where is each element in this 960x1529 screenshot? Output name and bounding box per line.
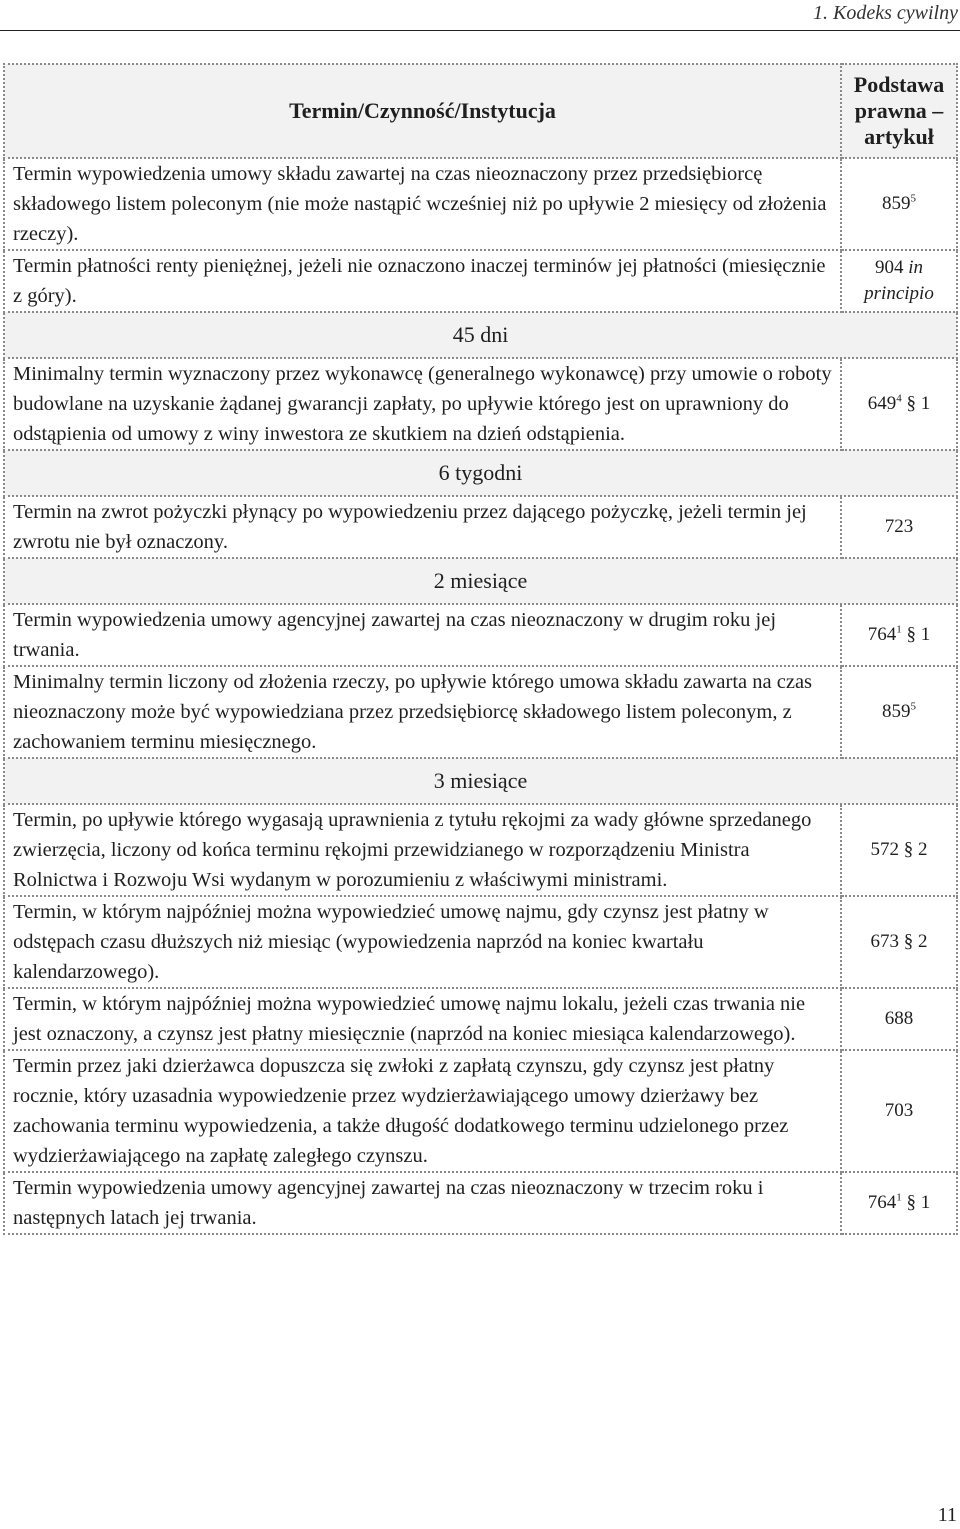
table-row: [4, 666, 957, 758]
term-description: Termin, po upływie którego wygasają uprawnienia z tytułu rękojmi za wady główne sprzedanego zwierzęcia, liczony od końca terminu rękojmi przewidzianego w rozporządzeniu Ministra Rolnictwa i Rozwoju Wsi wydanym w porozumieniu z właściwymi ministrami.: [4, 804, 841, 896]
article-paragraph: § 1: [906, 624, 931, 645]
term-description: Termin, w którym najpóźniej można wypowiedzieć umowę najmu lokalu, jeżeli czas trwania nie jest oznaczony, a czynsz jest płatny miesięcznie (naprzód na koniec miesiąca kalendarzowego).: [4, 988, 841, 1050]
term-description: Minimalny termin liczony od złożenia rzeczy, po upływie którego umowa składu zawarta na czas nieoznaczony może być wypowiedziana przez przedsiębiorcę składowego listem poleconym, z zachowaniem terminu miesięcznego.: [4, 666, 841, 758]
legal-article: [841, 604, 957, 666]
term-description: Termin, w którym najpóźniej można wypowiedzieć umowę najmu, gdy czynsz jest płatny w odstępach czasu dłuższych niż miesiąc (wypowiedzenia naprzód na koniec kwartału kalendarzowego).: [4, 896, 841, 988]
table-row: [4, 496, 957, 558]
article-paragraph: § 2: [903, 931, 928, 952]
legal-article: [841, 496, 957, 558]
term-description: Termin wypowiedzenia umowy agencyjnej zawartej na czas nieoznaczony w trzecim roku i następnych latach jej trwania.: [4, 1172, 841, 1234]
page-number: 11: [937, 1504, 957, 1526]
table-row: [4, 250, 957, 312]
article-paragraph: § 2: [903, 839, 928, 860]
term-description: Termin wypowiedzenia umowy składu zawartej na czas nieoznaczony przez przedsiębiorcę składowego listem poleconym (nie może nastąpić wcześniej niż po upływie 2 miesięcy od złożenia rzeczy).: [4, 158, 841, 250]
section-header-row: [4, 450, 957, 496]
article-superscript: 5: [910, 700, 916, 713]
section-title: 6 tygodni: [4, 450, 957, 496]
article-superscript: 4: [896, 392, 902, 405]
table-row: [4, 604, 957, 666]
deadlines-table-wrapper: [3, 63, 956, 1235]
deadlines-table: [3, 63, 958, 1235]
section-title: 2 miesiące: [4, 558, 957, 604]
article-number: 723: [884, 516, 914, 537]
legal-article: [841, 1050, 957, 1172]
table-row: [4, 1172, 957, 1234]
article-number: 764: [867, 624, 897, 645]
article-number: 859: [882, 193, 911, 214]
article-superscript: 1: [896, 1191, 902, 1204]
legal-article: [841, 988, 957, 1050]
header-term: Termin/Czynność/Instytucja: [4, 64, 841, 158]
table-row: [4, 896, 957, 988]
article-qualifier: in principio: [864, 257, 934, 304]
section-header-row: [4, 758, 957, 804]
article-number: 649: [867, 393, 897, 414]
table-row: [4, 158, 957, 250]
table-row: [4, 358, 957, 450]
article-number: 673: [870, 931, 899, 952]
article-number: 904: [874, 257, 904, 278]
section-title: 45 dni: [4, 312, 957, 358]
legal-article: [841, 158, 957, 250]
article-superscript: 5: [910, 192, 916, 205]
legal-article: [841, 250, 957, 312]
legal-article: [841, 358, 957, 450]
article-superscript: 1: [896, 623, 902, 636]
header-legal-basis: Podstawa prawna – artykuł: [841, 64, 957, 158]
term-description: Minimalny termin wyznaczony przez wykonawcę (generalnego wykonawcę) przy umowie o roboty budowlane na uzyskanie żądanej gwarancji zapłaty, po upływie którego jest on uprawniony do odstąpienia od umowy z winy inwestora ze skutkiem na dzień odstąpienia.: [4, 358, 841, 450]
legal-article: [841, 666, 957, 758]
article-paragraph: § 1: [906, 393, 931, 414]
legal-article: [841, 804, 957, 896]
term-description: Termin wypowiedzenia umowy agencyjnej zawartej na czas nieoznaczony w drugim roku jej trwania.: [4, 604, 841, 666]
table-row: [4, 988, 957, 1050]
term-description: Termin na zwrot pożyczki płynący po wypowiedzeniu przez dającego pożyczkę, jeżeli termin jej zwrotu nie był oznaczony.: [4, 496, 841, 558]
article-number: 572: [870, 839, 899, 860]
term-description: Termin przez jaki dzierżawca dopuszcza się zwłoki z zapłatą czynszu, gdy czynsz jest płatny rocznie, który uzasadnia wypowiedzenie przez wydzierżawiającego umowy dzierżawy bez zachowania terminu wypowiedzenia, a także długość dodatkowego terminu udzielonego przez wydzierżawiającego na zapłatę zaległego czynszu.: [4, 1050, 841, 1172]
article-number: 859: [882, 701, 911, 722]
article-number: 688: [884, 1008, 914, 1029]
article-number: 703: [884, 1100, 914, 1121]
table-row: [4, 804, 957, 896]
term-description: Termin płatności renty pieniężnej, jeżeli nie oznaczono inaczej terminów jej płatności (miesięcznie z góry).: [4, 250, 841, 312]
article-number: 764: [867, 1192, 897, 1213]
legal-article: [841, 1172, 957, 1234]
section-header-row: [4, 312, 957, 358]
legal-article: [841, 896, 957, 988]
running-head: 1. Kodeks cywilny: [813, 2, 958, 24]
article-paragraph: § 1: [906, 1192, 931, 1213]
table-row: [4, 1050, 957, 1172]
table-header-row: [4, 64, 957, 158]
table-body: [4, 158, 957, 1234]
header-rule: [0, 30, 960, 31]
section-header-row: [4, 558, 957, 604]
section-title: 3 miesiące: [4, 758, 957, 804]
